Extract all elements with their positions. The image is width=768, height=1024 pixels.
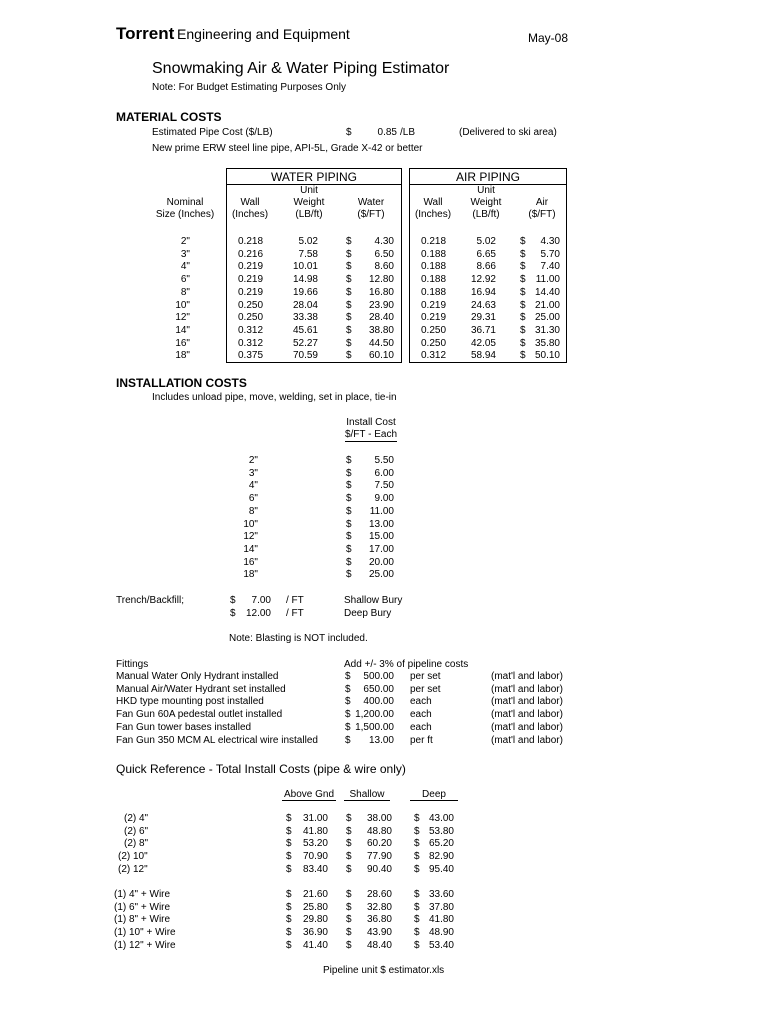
air-cost: 35.80 [534, 337, 560, 349]
qr-label: (2) 4" [124, 813, 149, 824]
water-wall: 0.250 [238, 312, 264, 324]
currency-symbol: $ [346, 312, 352, 324]
currency-symbol: $ [346, 480, 352, 492]
pipe-cost-unit: /LB [400, 127, 416, 138]
page-title: Snowmaking Air & Water Piping Estimator [152, 60, 450, 77]
air-wall: 0.250 [421, 337, 447, 349]
qr-label: (2) 10" [118, 851, 148, 863]
currency-symbol: $ [346, 299, 352, 311]
currency-symbol: $ [346, 901, 352, 913]
currency-symbol: $ [346, 505, 352, 517]
water-wall: 0.219 [238, 274, 264, 286]
install-size: 10" [243, 518, 258, 530]
air-wall: 0.250 [421, 324, 447, 336]
install-size: 2" [248, 455, 258, 466]
trench-label: Trench/Backfill; [116, 595, 184, 606]
water-wall: 0.216 [238, 248, 264, 260]
air-cost: 31.30 [534, 324, 560, 336]
qr-shallow: 48.80 [366, 825, 392, 837]
qr-shallow: 77.90 [366, 851, 392, 863]
fitting-name: Manual Water Only Hydrant installed [116, 671, 279, 682]
qr-above: 31.00 [302, 813, 328, 824]
currency-symbol: $ [346, 569, 352, 581]
currency-symbol: $ [414, 901, 420, 913]
trench-unit: / FT [286, 595, 304, 606]
fitting-note: (mat'l and labor) [491, 709, 563, 721]
fitting-cost: 13.00 [368, 734, 394, 746]
qr-deep: 33.60 [428, 889, 454, 900]
currency-symbol: $ [346, 455, 352, 466]
air-weight: 58.94 [470, 350, 496, 362]
qr-shallow: 36.80 [366, 914, 392, 926]
currency-symbol: $ [286, 825, 292, 837]
air-weight: 16.94 [470, 286, 496, 298]
air-weight: 12.92 [470, 274, 496, 286]
install-cost: 17.00 [368, 543, 394, 555]
qr-label: (2) 6" [124, 825, 149, 837]
currency-symbol: $ [286, 927, 292, 939]
qr-deep: 65.20 [428, 838, 454, 850]
trench-cost: 7.00 [251, 595, 271, 606]
air-wall: 0.188 [421, 286, 447, 298]
install-cost-header: Install Cost $/FT - Each [344, 417, 398, 440]
currency-symbol: $ [520, 274, 526, 286]
qr-deep: 53.80 [428, 825, 454, 837]
col-water-cost-header: Water ($/FT) [357, 197, 385, 220]
air-wall: 0.218 [421, 236, 447, 247]
col-air-wall-header: Wall (Inches) [414, 197, 452, 220]
installation-costs-heading: INSTALLATION COSTS [116, 376, 247, 390]
qr-deep: 37.80 [428, 901, 454, 913]
water-weight: 10.01 [292, 261, 318, 273]
pipe-size: 16" [175, 337, 190, 349]
trench-description: Deep Bury [344, 607, 392, 619]
company-name-rest: Engineering and Equipment [177, 26, 350, 42]
pipe-size: 8" [180, 286, 190, 298]
water-wall: 0.312 [238, 337, 264, 349]
fitting-cost: 500.00 [363, 671, 394, 682]
fittings-label: Fittings [116, 659, 149, 670]
qr-deep: 41.80 [428, 914, 454, 926]
currency-symbol: $ [520, 261, 526, 273]
qr-shallow: 60.20 [366, 838, 392, 850]
fitting-unit: per set [410, 683, 441, 695]
qr-above: 36.90 [302, 927, 328, 939]
install-cost: 13.00 [368, 518, 394, 530]
install-size: 16" [243, 556, 258, 568]
currency-symbol: $ [414, 914, 420, 926]
qr-shallow: 32.80 [366, 901, 392, 913]
currency-symbol: $ [414, 863, 420, 875]
install-size: 6" [248, 493, 258, 505]
fitting-cost: 1,500.00 [355, 721, 394, 733]
currency-symbol: $ [286, 939, 292, 951]
water-weight: 28.04 [292, 299, 318, 311]
air-weight: 8.66 [476, 261, 496, 273]
currency-symbol: $ [346, 556, 352, 568]
currency-symbol: $ [346, 518, 352, 530]
water-weight: 33.38 [292, 312, 318, 324]
water-cost: 12.80 [368, 274, 394, 286]
install-cost: 7.50 [374, 480, 394, 492]
air-cost: 7.40 [540, 261, 560, 273]
currency-symbol: $ [286, 889, 292, 900]
blasting-note: Note: Blasting is NOT included. [229, 633, 368, 644]
col-shallow: Shallow [344, 789, 390, 801]
water-wall: 0.250 [238, 299, 264, 311]
pipe-size: 14" [175, 324, 190, 336]
pipe-cost-note: (Delivered to ski area) [459, 127, 557, 138]
currency-symbol: $ [286, 914, 292, 926]
trench-description: Shallow Bury [344, 595, 403, 606]
water-weight: 45.61 [292, 324, 318, 336]
air-cost: 21.00 [534, 299, 560, 311]
install-cost: 20.00 [368, 556, 394, 568]
currency-symbol: $ [346, 337, 352, 349]
currency-symbol: $ [346, 851, 352, 863]
install-size: 12" [243, 531, 258, 543]
water-cost: 4.30 [374, 236, 394, 247]
qr-shallow: 48.40 [366, 939, 392, 951]
material-costs-heading: MATERIAL COSTS [116, 110, 222, 124]
fitting-note: (mat'l and labor) [491, 734, 563, 746]
currency-symbol: $ [520, 236, 526, 247]
air-wall: 0.188 [421, 248, 447, 260]
brand-name: Torrent [116, 24, 175, 43]
currency-symbol: $ [345, 671, 351, 682]
col-air-weight-header: Unit Weight (LB/ft) [470, 185, 502, 220]
air-weight: 42.05 [470, 337, 496, 349]
water-cost: 6.50 [374, 248, 394, 260]
air-weight: 24.63 [470, 299, 496, 311]
trench-cost: 12.00 [245, 607, 271, 619]
qr-label: (2) 12" [118, 863, 148, 875]
fitting-name: HKD type mounting post installed [116, 696, 264, 708]
installation-includes: Includes unload pipe, move, welding, set in place, tie-in [152, 392, 397, 403]
company-name [116, 24, 350, 44]
pipe-size: 6" [180, 274, 190, 286]
currency-symbol: $ [520, 286, 526, 298]
fittings-note: Add +/- 3% of pipeline costs [344, 659, 469, 670]
qr-above: 53.20 [302, 838, 328, 850]
qr-shallow: 43.90 [366, 927, 392, 939]
currency-symbol: $ [230, 595, 236, 606]
fitting-name: Fan Gun 350 MCM AL electrical wire installed [116, 734, 318, 746]
qr-deep: 48.90 [428, 927, 454, 939]
currency-symbol: $ [414, 813, 420, 824]
currency-symbol: $ [346, 531, 352, 543]
fitting-cost: 1,200.00 [355, 709, 394, 721]
fitting-note: (mat'l and labor) [491, 696, 563, 708]
currency-symbol: $ [230, 607, 236, 619]
install-cost: 9.00 [374, 493, 394, 505]
pipe-cost-label: Estimated Pipe Cost ($/LB) [152, 127, 273, 138]
fitting-name: Manual Air/Water Hydrant set installed [116, 683, 286, 695]
currency-symbol: $ [520, 299, 526, 311]
air-weight: 29.31 [470, 312, 496, 324]
budget-note: Note: For Budget Estimating Purposes Only [152, 82, 346, 93]
air-piping-header: AIR PIPING [455, 170, 520, 184]
currency-symbol: $ [520, 350, 526, 362]
pipe-size: 10" [175, 299, 190, 311]
currency-symbol: $ [345, 696, 351, 708]
water-weight: 70.59 [292, 350, 318, 362]
qr-label: (1) 4" + Wire [114, 889, 171, 900]
water-cost: 28.40 [368, 312, 394, 324]
fitting-unit: per set [410, 671, 441, 682]
currency-symbol: $ [520, 324, 526, 336]
currency-symbol: $ [520, 337, 526, 349]
water-cost: 8.60 [374, 261, 394, 273]
fitting-note: (mat'l and labor) [491, 671, 563, 682]
air-cost: 5.70 [540, 248, 560, 260]
currency-symbol: $ [346, 939, 352, 951]
currency-symbol: $ [346, 889, 352, 900]
currency-symbol: $ [346, 467, 352, 479]
currency-symbol: $ [286, 863, 292, 875]
fitting-unit: each [410, 696, 432, 708]
water-wall: 0.312 [238, 324, 264, 336]
water-wall: 0.375 [238, 350, 264, 362]
qr-label: (1) 8" + Wire [114, 914, 171, 926]
col-water-wall-header: Wall (Inches) [231, 197, 269, 220]
qr-label: (1) 10" + Wire [114, 927, 176, 939]
water-wall: 0.218 [238, 236, 264, 247]
qr-shallow: 28.60 [366, 889, 392, 900]
pipe-size: 3" [180, 248, 190, 260]
currency-symbol: $ [286, 813, 292, 824]
footer-filename: Pipeline unit $ estimator.xls [323, 965, 445, 976]
col-water-weight-header: Unit Weight (LB/ft) [293, 185, 325, 220]
fitting-cost: 650.00 [363, 683, 394, 695]
fitting-unit: each [410, 721, 432, 733]
qr-label: (1) 12" + Wire [114, 939, 176, 951]
air-cost: 11.00 [535, 274, 560, 286]
install-size: 3" [248, 467, 258, 479]
air-cost: 25.00 [534, 312, 560, 324]
qr-above: 29.80 [302, 914, 328, 926]
pipe-size: 12" [175, 312, 190, 324]
pipe-size: 4" [180, 261, 190, 273]
qr-above: 70.90 [302, 851, 328, 863]
currency-symbol: $ [346, 350, 352, 362]
trench-unit: / FT [286, 607, 304, 619]
currency-symbol: $ [286, 901, 292, 913]
currency-symbol: $ [414, 838, 420, 850]
qr-label: (1) 6" + Wire [114, 901, 171, 913]
water-cost: 16.80 [368, 286, 394, 298]
air-wall: 0.219 [421, 299, 447, 311]
qr-deep: 95.40 [428, 863, 454, 875]
currency-symbol: $ [520, 248, 526, 260]
currency-symbol: $ [346, 248, 352, 260]
currency-symbol: $ [414, 939, 420, 951]
fitting-cost: 400.00 [363, 696, 394, 708]
water-weight: 14.98 [292, 274, 318, 286]
qr-label: (2) 8" [124, 838, 149, 850]
currency-symbol: $ [345, 709, 351, 721]
air-weight: 6.65 [476, 248, 496, 260]
fitting-unit: each [410, 709, 432, 721]
currency-symbol: $ [346, 324, 352, 336]
currency-symbol: $ [414, 825, 420, 837]
water-wall: 0.219 [238, 261, 264, 273]
install-size: 14" [243, 543, 258, 555]
pipe-spec: New prime ERW steel line pipe, API-5L, Grade X-42 or better [152, 143, 423, 154]
air-cost: 14.40 [534, 286, 560, 298]
qr-above: 83.40 [302, 863, 328, 875]
air-weight: 36.71 [470, 324, 496, 336]
col-above-gnd: Above Gnd [283, 789, 335, 800]
currency-symbol: $ [286, 838, 292, 850]
qr-above: 21.60 [302, 889, 328, 900]
col-air-cost-header: Air ($/FT) [528, 197, 556, 220]
water-cost: 38.80 [368, 324, 394, 336]
qr-above: 25.80 [302, 901, 328, 913]
air-weight: 5.02 [476, 236, 496, 247]
currency-symbol: $ [346, 914, 352, 926]
currency-symbol: $ [346, 274, 352, 286]
currency-symbol: $ [346, 236, 352, 247]
install-size: 18" [243, 569, 258, 581]
air-cost: 4.30 [540, 236, 560, 247]
water-weight: 52.27 [292, 337, 318, 349]
quick-reference-title: Quick Reference - Total Install Costs (pipe & wire only) [116, 762, 406, 776]
currency-symbol: $ [346, 813, 352, 824]
currency-symbol: $ [346, 863, 352, 875]
air-wall: 0.312 [421, 350, 447, 362]
currency-symbol: $ [414, 927, 420, 939]
water-piping-header: WATER PIPING [270, 170, 357, 184]
water-cost: 44.50 [368, 337, 394, 349]
date: May-08 [528, 31, 569, 45]
currency-symbol: $ [414, 889, 420, 900]
water-weight: 19.66 [292, 286, 318, 298]
water-weight: 7.58 [298, 248, 318, 260]
qr-above: 41.40 [302, 939, 328, 951]
air-cost: 50.10 [534, 350, 560, 362]
qr-deep: 43.00 [428, 813, 454, 824]
water-cost: 60.10 [368, 350, 394, 362]
install-cost: 11.00 [369, 505, 394, 517]
currency-symbol: $ [346, 286, 352, 298]
currency-symbol: $ [345, 734, 351, 746]
currency-symbol: $ [414, 851, 420, 863]
water-cost: 23.90 [368, 299, 394, 311]
install-cost: 5.50 [374, 455, 394, 466]
currency-symbol: $ [346, 543, 352, 555]
currency-symbol: $ [346, 493, 352, 505]
water-wall: 0.219 [238, 286, 264, 298]
currency-symbol: $ [346, 825, 352, 837]
qr-deep: 82.90 [428, 851, 454, 863]
currency-symbol: $ [346, 261, 352, 273]
fitting-note: (mat'l and labor) [491, 683, 563, 695]
currency-symbol: $ [346, 927, 352, 939]
currency-symbol: $ [345, 683, 351, 695]
fitting-name: Fan Gun 60A pedestal outlet installed [116, 709, 283, 721]
air-wall: 0.219 [421, 312, 447, 324]
water-weight: 5.02 [298, 236, 318, 247]
currency-symbol: $ [286, 851, 292, 863]
air-wall: 0.188 [421, 261, 447, 273]
qr-shallow: 38.00 [366, 813, 392, 824]
install-cost: 25.00 [368, 569, 394, 581]
install-cost: 6.00 [374, 467, 394, 479]
qr-above: 41.80 [302, 825, 328, 837]
currency-symbol: $ [520, 312, 526, 324]
install-cost: 15.00 [368, 531, 394, 543]
pipe-size: 2" [180, 236, 190, 247]
qr-shallow: 90.40 [366, 863, 392, 875]
fitting-name: Fan Gun tower bases installed [116, 721, 252, 733]
qr-deep: 53.40 [428, 939, 454, 951]
pipe-size: 18" [175, 350, 190, 362]
col-nominal-header: Nominal Size (Inches) [155, 197, 215, 220]
col-deep: Deep [410, 789, 458, 801]
install-size: 4" [248, 480, 258, 492]
air-wall: 0.188 [421, 274, 447, 286]
fitting-note: (mat'l and labor) [491, 721, 563, 733]
currency-symbol: $ [346, 838, 352, 850]
install-size: 8" [248, 505, 258, 517]
pipe-cost-value: 0.85 [377, 127, 397, 138]
pipe-cost-dollar: $ [346, 127, 352, 138]
currency-symbol: $ [345, 721, 351, 733]
fitting-unit: per ft [410, 734, 433, 746]
